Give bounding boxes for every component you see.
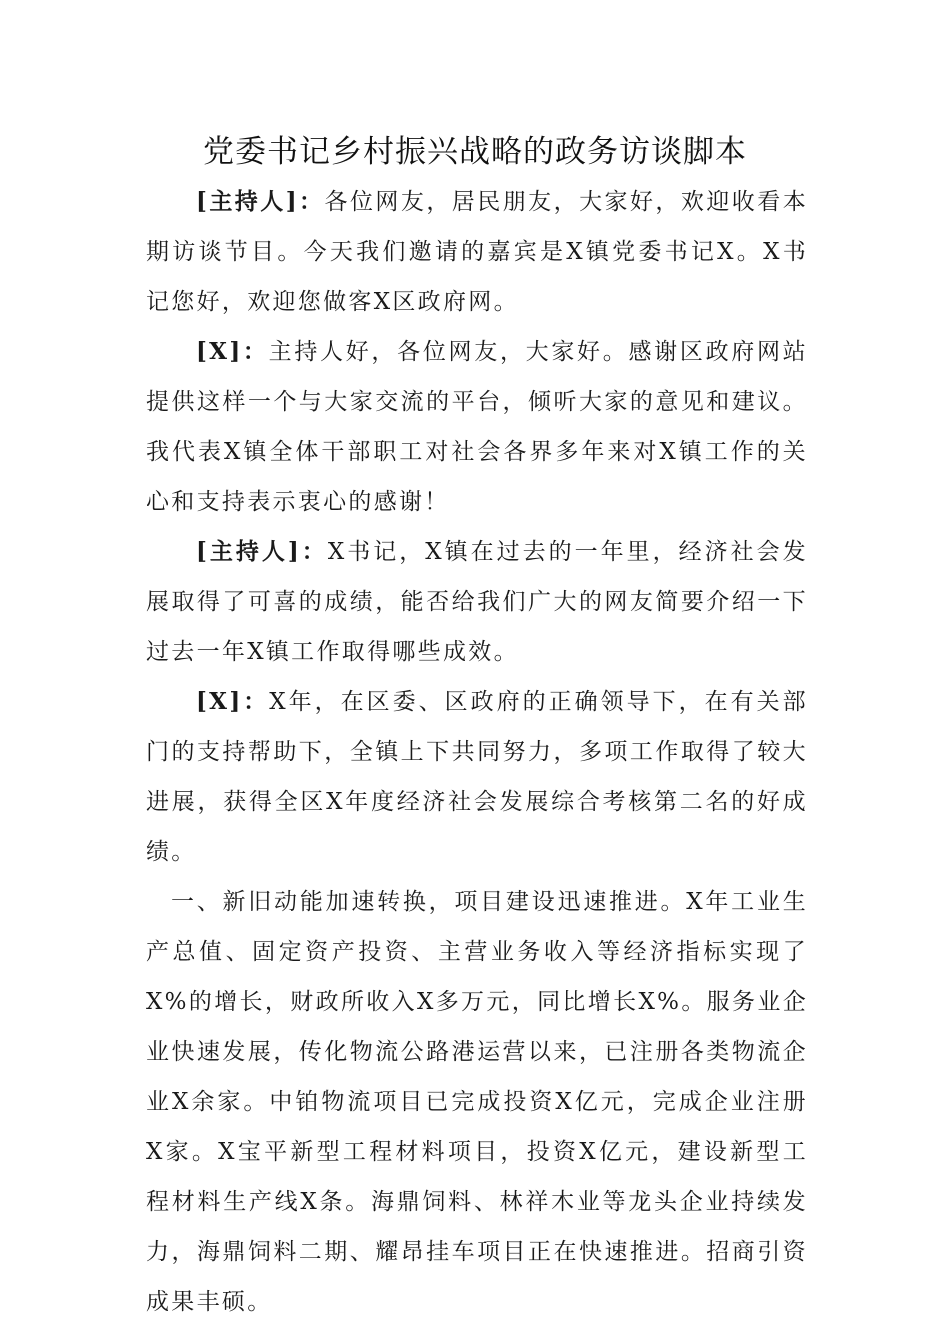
speaker-label: [主持人] <box>196 188 299 215</box>
paragraph-host-question <box>146 527 808 677</box>
paragraph-guest-greeting <box>146 327 808 527</box>
speaker-separator: ： <box>242 338 269 365</box>
paragraph-section-one <box>146 877 808 1327</box>
paragraph-text: 主持人好，各位网友，大家好。感谢区政府网站提供这样一个与大家交流的平台，倾听大家的意见和建议。我代表X镇全体干部职工对社会各界多年来对X镇工作的关心和支持表示衷心的感谢！ <box>146 339 808 515</box>
paragraph-text: X年，在区委、区政府的正确领导下，在有关部门的支持帮助下，全镇上下共同努力，多项工作取得了较大进展，获得全区X年度经济社会发展综合考核第二名的好成绩。 <box>146 689 808 865</box>
speaker-separator: ： <box>301 538 328 565</box>
paragraph-text: 各位网友，居民朋友，大家好，欢迎收看本期访谈节目。今天我们邀请的嘉宾是X镇党委书记X。X书记您好，欢迎您做客X区政府网。 <box>146 189 809 315</box>
speaker-label: [X] <box>196 688 243 715</box>
paragraph-text: X年工业生产总值、固定资产投资、主营业务收入等经济指标实现了X%的增长，财政所收入X多万元，同比增长X%。服务业企业快速发展，传化物流公路港运营以来，已注册各类物流企业X余家。中铂物流项目已完成投资X亿元，完成企业注册X家。X宝平新型工程材料项目，投资X亿元，建设新型工程材料生产线X条。海鼎饲料、林祥木业等龙头企业持续发力，海鼎饲料二期、耀昂挂车项目正在快速推进。招商引资成果丰硕。 <box>146 889 809 1315</box>
document-body <box>146 177 808 1327</box>
paragraph-text: X书记，X镇在过去的一年里，经济社会发展取得了可喜的成绩，能否给我们广大的网友简要介绍一下过去一年X镇工作取得哪些成效。 <box>146 539 808 665</box>
speaker-separator: ： <box>242 688 270 715</box>
speaker-label: [X] <box>196 338 243 365</box>
paragraph-guest-answer <box>146 677 808 877</box>
speaker-separator: ： <box>298 188 325 215</box>
paragraph-host-greeting <box>146 177 808 327</box>
section-heading: 一、新旧动能加速转换，项目建设迅速推进。 <box>171 889 687 915</box>
document-title: 党委书记乡村振兴战略的政务访谈脚本 <box>203 134 747 170</box>
speaker-label: [主持人] <box>196 538 302 565</box>
